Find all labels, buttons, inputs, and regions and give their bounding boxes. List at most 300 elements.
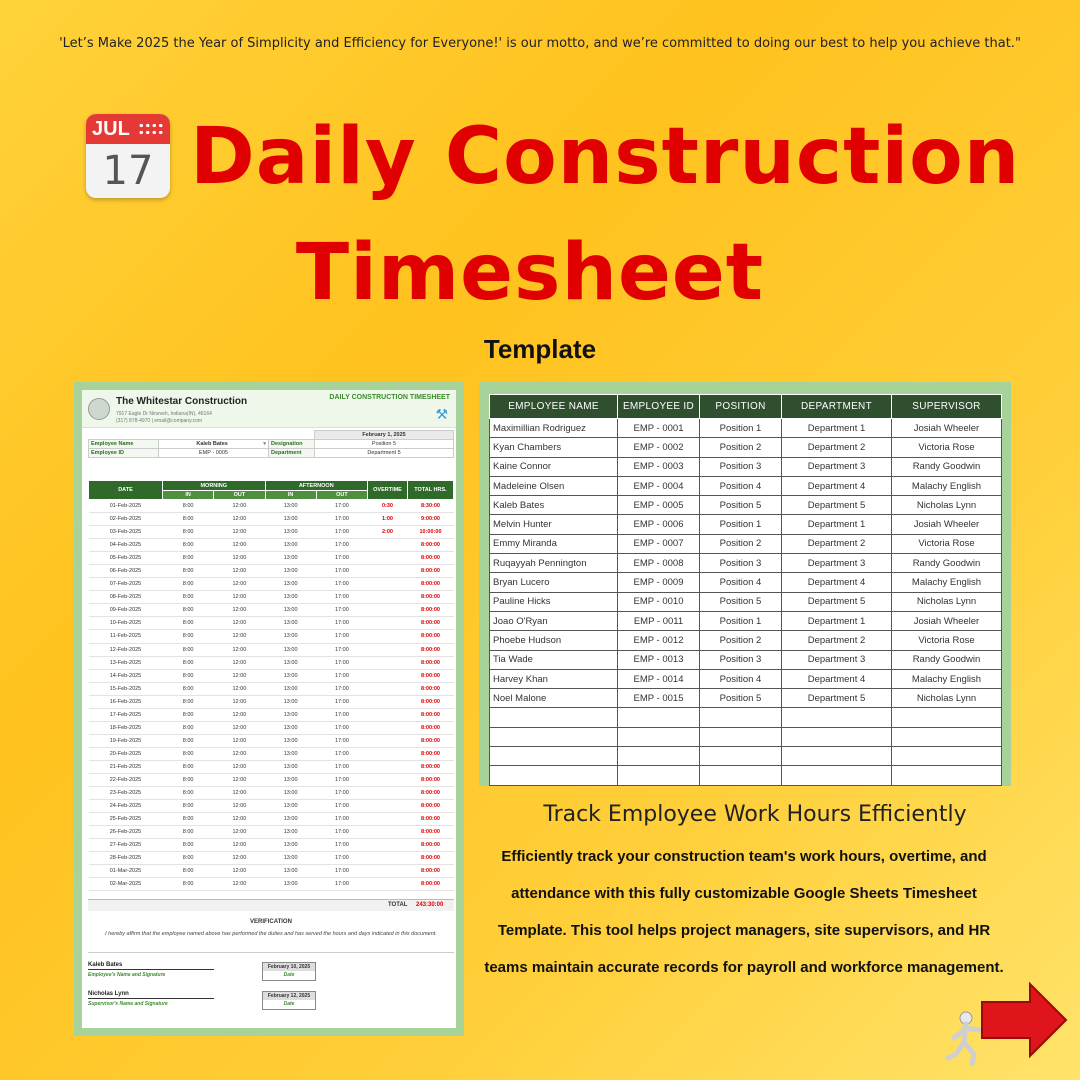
employee-name-select[interactable] xyxy=(159,440,269,449)
employee-cell[interactable]: Department 4 xyxy=(782,669,892,688)
cell-afternoon-in[interactable]: 13:00 xyxy=(265,526,316,539)
cell-date[interactable]: 08-Feb-2025 xyxy=(89,591,163,604)
cell-total-hours[interactable]: 8:00:00 xyxy=(408,539,454,552)
cell-morning-in[interactable]: 8:00 xyxy=(163,682,214,695)
cell-total-hours[interactable]: 8:00:00 xyxy=(408,878,454,891)
employee-cell[interactable] xyxy=(782,766,892,785)
cell-date[interactable]: 23-Feb-2025 xyxy=(89,787,163,800)
employee-cell[interactable]: Department 2 xyxy=(782,631,892,650)
employee-cell[interactable]: Position 5 xyxy=(700,496,782,515)
cell-afternoon-in[interactable]: 13:00 xyxy=(265,656,316,669)
cell-total-hours[interactable]: 8:00:00 xyxy=(408,721,454,734)
cell-morning-in[interactable]: 8:00 xyxy=(163,852,214,865)
cell-date[interactable]: 12-Feb-2025 xyxy=(89,643,163,656)
cell-overtime[interactable] xyxy=(368,708,408,721)
employee-cell[interactable]: Malachy English xyxy=(892,669,1002,688)
cell-afternoon-out[interactable]: 17:00 xyxy=(316,852,367,865)
employee-cell[interactable]: EMP - 0008 xyxy=(618,554,700,573)
cell-afternoon-out[interactable]: 17:00 xyxy=(316,839,367,852)
cell-morning-out[interactable]: 12:00 xyxy=(214,734,265,747)
cell-morning-out[interactable]: 12:00 xyxy=(214,787,265,800)
cell-total-hours[interactable]: 8:00:00 xyxy=(408,552,454,565)
cell-total-hours[interactable]: 8:00:00 xyxy=(408,604,454,617)
cell-morning-in[interactable]: 8:00 xyxy=(163,708,214,721)
cell-date[interactable]: 28-Feb-2025 xyxy=(89,852,163,865)
cell-morning-out[interactable]: 12:00 xyxy=(214,800,265,813)
employee-cell[interactable]: EMP - 0003 xyxy=(618,457,700,476)
cell-total-hours[interactable]: 8:00:00 xyxy=(408,773,454,786)
employee-cell[interactable]: Ruqayyah Pennington xyxy=(490,554,618,573)
cell-morning-in[interactable]: 8:00 xyxy=(163,656,214,669)
cell-afternoon-in[interactable]: 13:00 xyxy=(265,591,316,604)
cell-morning-in[interactable]: 8:00 xyxy=(163,721,214,734)
employee-cell[interactable]: Department 3 xyxy=(782,650,892,669)
cell-date[interactable]: 22-Feb-2025 xyxy=(89,773,163,786)
cell-date[interactable]: 09-Feb-2025 xyxy=(89,604,163,617)
employee-cell[interactable]: Maximillian Rodriguez xyxy=(490,419,618,438)
cell-afternoon-in[interactable]: 13:00 xyxy=(265,721,316,734)
cell-total-hours[interactable]: 8:00:00 xyxy=(408,747,454,760)
cell-morning-out[interactable]: 12:00 xyxy=(214,852,265,865)
employee-cell[interactable]: Victoria Rose xyxy=(892,534,1002,553)
employee-cell[interactable] xyxy=(700,766,782,785)
cell-morning-in[interactable]: 8:00 xyxy=(163,578,214,591)
employee-cell[interactable]: EMP - 0010 xyxy=(618,592,700,611)
cell-afternoon-out[interactable]: 17:00 xyxy=(316,682,367,695)
cell-morning-in[interactable]: 8:00 xyxy=(163,826,214,839)
cell-morning-in[interactable]: 8:00 xyxy=(163,695,214,708)
cell-afternoon-in[interactable]: 13:00 xyxy=(265,513,316,526)
employee-cell[interactable] xyxy=(490,747,618,766)
cell-afternoon-out[interactable]: 17:00 xyxy=(316,591,367,604)
cell-total-hours[interactable]: 8:30:00 xyxy=(408,500,454,513)
cell-overtime[interactable] xyxy=(368,630,408,643)
employee-cell[interactable]: Position 1 xyxy=(700,419,782,438)
cell-overtime[interactable] xyxy=(368,787,408,800)
employee-cell[interactable]: Department 1 xyxy=(782,515,892,534)
cell-afternoon-out[interactable]: 17:00 xyxy=(316,721,367,734)
cell-afternoon-out[interactable]: 17:00 xyxy=(316,526,367,539)
employee-cell[interactable]: Kyan Chambers xyxy=(490,438,618,457)
cell-total-hours[interactable]: 8:00:00 xyxy=(408,839,454,852)
employee-cell[interactable]: Madeleine Olsen xyxy=(490,476,618,495)
cell-morning-out[interactable]: 12:00 xyxy=(214,591,265,604)
employee-cell[interactable]: Department 1 xyxy=(782,611,892,630)
employee-cell[interactable]: Position 2 xyxy=(700,438,782,457)
cell-afternoon-out[interactable]: 17:00 xyxy=(316,630,367,643)
cell-afternoon-out[interactable]: 17:00 xyxy=(316,813,367,826)
cell-morning-in[interactable]: 8:00 xyxy=(163,669,214,682)
cell-overtime[interactable] xyxy=(368,695,408,708)
employee-cell[interactable]: Position 3 xyxy=(700,457,782,476)
cell-morning-in[interactable]: 8:00 xyxy=(163,630,214,643)
cell-date[interactable]: 05-Feb-2025 xyxy=(89,552,163,565)
cell-total-hours[interactable]: 8:00:00 xyxy=(408,787,454,800)
cell-overtime[interactable]: 1:00 xyxy=(368,513,408,526)
cell-morning-out[interactable]: 12:00 xyxy=(214,500,265,513)
cell-date[interactable]: 16-Feb-2025 xyxy=(89,695,163,708)
employee-cell[interactable]: Department 5 xyxy=(782,689,892,708)
cell-morning-in[interactable]: 8:00 xyxy=(163,552,214,565)
cell-afternoon-out[interactable]: 17:00 xyxy=(316,669,367,682)
employee-cell[interactable] xyxy=(892,766,1002,785)
cell-overtime[interactable] xyxy=(368,656,408,669)
cell-date[interactable]: 04-Feb-2025 xyxy=(89,539,163,552)
employee-cell[interactable]: Randy Goodwin xyxy=(892,457,1002,476)
cell-afternoon-out[interactable]: 17:00 xyxy=(316,513,367,526)
cell-date[interactable]: 03-Feb-2025 xyxy=(89,526,163,539)
employee-cell[interactable]: Joao O'Ryan xyxy=(490,611,618,630)
employee-cell[interactable]: Nicholas Lynn xyxy=(892,592,1002,611)
cell-date[interactable]: 27-Feb-2025 xyxy=(89,839,163,852)
cell-morning-out[interactable]: 12:00 xyxy=(214,839,265,852)
cell-total-hours[interactable]: 8:00:00 xyxy=(408,760,454,773)
cell-morning-in[interactable]: 8:00 xyxy=(163,773,214,786)
employee-cell[interactable] xyxy=(618,708,700,727)
employee-cell[interactable]: Pauline Hicks xyxy=(490,592,618,611)
employee-cell[interactable]: Position 4 xyxy=(700,476,782,495)
cell-afternoon-in[interactable]: 13:00 xyxy=(265,852,316,865)
employee-cell[interactable] xyxy=(618,766,700,785)
employee-cell[interactable] xyxy=(782,747,892,766)
cell-afternoon-in[interactable]: 13:00 xyxy=(265,552,316,565)
cell-morning-out[interactable]: 12:00 xyxy=(214,656,265,669)
employee-cell[interactable]: EMP - 0012 xyxy=(618,631,700,650)
employee-cell[interactable] xyxy=(700,747,782,766)
employee-cell[interactable]: Position 2 xyxy=(700,534,782,553)
employee-cell[interactable]: Position 1 xyxy=(700,515,782,534)
employee-cell[interactable] xyxy=(892,747,1002,766)
cell-morning-in[interactable]: 8:00 xyxy=(163,839,214,852)
cell-morning-out[interactable]: 12:00 xyxy=(214,695,265,708)
employee-cell[interactable]: Malachy English xyxy=(892,573,1002,592)
employee-cell[interactable]: EMP - 0002 xyxy=(618,438,700,457)
cell-total-hours[interactable]: 8:00:00 xyxy=(408,708,454,721)
employee-cell[interactable]: Josiah Wheeler xyxy=(892,419,1002,438)
employee-cell[interactable]: Kaine Connor xyxy=(490,457,618,476)
cell-total-hours[interactable]: 8:00:00 xyxy=(408,852,454,865)
cell-date[interactable]: 10-Feb-2025 xyxy=(89,617,163,630)
employee-cell[interactable]: Randy Goodwin xyxy=(892,554,1002,573)
cell-date[interactable]: 02-Feb-2025 xyxy=(89,513,163,526)
cell-afternoon-out[interactable]: 17:00 xyxy=(316,604,367,617)
cell-afternoon-out[interactable]: 17:00 xyxy=(316,826,367,839)
cell-afternoon-out[interactable]: 17:00 xyxy=(316,552,367,565)
employee-cell[interactable]: Noel Malone xyxy=(490,689,618,708)
cell-morning-out[interactable]: 12:00 xyxy=(214,630,265,643)
employee-cell[interactable]: Position 3 xyxy=(700,554,782,573)
employee-cell[interactable] xyxy=(782,727,892,746)
cell-afternoon-in[interactable]: 13:00 xyxy=(265,826,316,839)
cell-afternoon-in[interactable]: 13:00 xyxy=(265,800,316,813)
employee-cell[interactable]: Victoria Rose xyxy=(892,631,1002,650)
cell-afternoon-out[interactable]: 17:00 xyxy=(316,565,367,578)
employee-cell[interactable]: Department 4 xyxy=(782,476,892,495)
cell-morning-out[interactable]: 12:00 xyxy=(214,826,265,839)
cell-afternoon-in[interactable]: 13:00 xyxy=(265,682,316,695)
employee-cell[interactable]: Josiah Wheeler xyxy=(892,515,1002,534)
cell-overtime[interactable] xyxy=(368,617,408,630)
cell-overtime[interactable] xyxy=(368,839,408,852)
employee-cell[interactable]: Josiah Wheeler xyxy=(892,611,1002,630)
cell-morning-out[interactable]: 12:00 xyxy=(214,539,265,552)
cell-afternoon-out[interactable]: 17:00 xyxy=(316,800,367,813)
cell-morning-out[interactable]: 12:00 xyxy=(214,578,265,591)
cell-afternoon-out[interactable]: 17:00 xyxy=(316,539,367,552)
employee-cell[interactable] xyxy=(700,708,782,727)
employee-cell[interactable]: Malachy English xyxy=(892,476,1002,495)
employee-cell[interactable] xyxy=(618,727,700,746)
employee-cell[interactable]: Position 5 xyxy=(700,592,782,611)
cell-morning-in[interactable]: 8:00 xyxy=(163,800,214,813)
cell-overtime[interactable]: 2:00 xyxy=(368,526,408,539)
cell-afternoon-in[interactable]: 13:00 xyxy=(265,565,316,578)
cell-morning-out[interactable]: 12:00 xyxy=(214,760,265,773)
employee-cell[interactable]: EMP - 0013 xyxy=(618,650,700,669)
cell-date[interactable]: 17-Feb-2025 xyxy=(89,708,163,721)
employee-cell[interactable]: EMP - 0004 xyxy=(618,476,700,495)
cell-overtime[interactable] xyxy=(368,604,408,617)
cell-total-hours[interactable]: 8:00:00 xyxy=(408,578,454,591)
cell-morning-out[interactable]: 12:00 xyxy=(214,565,265,578)
employee-cell[interactable]: Victoria Rose xyxy=(892,438,1002,457)
cell-overtime[interactable] xyxy=(368,813,408,826)
cell-afternoon-in[interactable]: 13:00 xyxy=(265,708,316,721)
cell-date[interactable]: 19-Feb-2025 xyxy=(89,734,163,747)
employee-cell[interactable]: Bryan Lucero xyxy=(490,573,618,592)
cell-morning-in[interactable]: 8:00 xyxy=(163,734,214,747)
cell-overtime[interactable] xyxy=(368,826,408,839)
employee-cell[interactable]: Tia Wade xyxy=(490,650,618,669)
cell-total-hours[interactable]: 8:00:00 xyxy=(408,682,454,695)
cell-overtime[interactable] xyxy=(368,565,408,578)
cell-overtime[interactable] xyxy=(368,773,408,786)
cell-afternoon-in[interactable]: 13:00 xyxy=(265,787,316,800)
employee-cell[interactable]: Kaleb Bates xyxy=(490,496,618,515)
employee-cell[interactable]: Melvin Hunter xyxy=(490,515,618,534)
cell-afternoon-in[interactable]: 13:00 xyxy=(265,643,316,656)
cell-date[interactable]: 14-Feb-2025 xyxy=(89,669,163,682)
employee-cell[interactable]: EMP - 0001 xyxy=(618,419,700,438)
employee-cell[interactable]: Department 2 xyxy=(782,438,892,457)
cell-afternoon-out[interactable]: 17:00 xyxy=(316,708,367,721)
cell-date[interactable]: 01-Mar-2025 xyxy=(89,865,163,878)
employee-cell[interactable] xyxy=(618,747,700,766)
employee-cell[interactable] xyxy=(490,708,618,727)
cell-morning-in[interactable]: 8:00 xyxy=(163,617,214,630)
cell-overtime[interactable]: 0:30 xyxy=(368,500,408,513)
cell-total-hours[interactable]: 8:00:00 xyxy=(408,565,454,578)
employee-cell[interactable]: Nicholas Lynn xyxy=(892,689,1002,708)
cell-morning-out[interactable]: 12:00 xyxy=(214,513,265,526)
employee-cell[interactable]: EMP - 0006 xyxy=(618,515,700,534)
employee-cell[interactable]: EMP - 0009 xyxy=(618,573,700,592)
employee-cell[interactable]: Department 3 xyxy=(782,457,892,476)
employee-cell[interactable]: Position 2 xyxy=(700,631,782,650)
cell-morning-in[interactable]: 8:00 xyxy=(163,591,214,604)
cell-afternoon-in[interactable]: 13:00 xyxy=(265,578,316,591)
cell-overtime[interactable] xyxy=(368,643,408,656)
cell-morning-out[interactable]: 12:00 xyxy=(214,773,265,786)
employee-cell[interactable]: Department 5 xyxy=(782,496,892,515)
cell-afternoon-out[interactable]: 17:00 xyxy=(316,656,367,669)
employee-cell[interactable] xyxy=(490,727,618,746)
cell-morning-in[interactable]: 8:00 xyxy=(163,513,214,526)
cell-morning-out[interactable]: 12:00 xyxy=(214,604,265,617)
cell-morning-in[interactable]: 8:00 xyxy=(163,787,214,800)
cell-date[interactable]: 24-Feb-2025 xyxy=(89,800,163,813)
cell-morning-out[interactable]: 12:00 xyxy=(214,643,265,656)
employee-cell[interactable] xyxy=(490,766,618,785)
employee-cell[interactable]: Phoebe Hudson xyxy=(490,631,618,650)
cell-overtime[interactable] xyxy=(368,747,408,760)
cell-date[interactable]: 07-Feb-2025 xyxy=(89,578,163,591)
cell-afternoon-in[interactable]: 13:00 xyxy=(265,773,316,786)
cell-total-hours[interactable]: 8:00:00 xyxy=(408,826,454,839)
cell-morning-out[interactable]: 12:00 xyxy=(214,708,265,721)
cell-afternoon-out[interactable]: 17:00 xyxy=(316,500,367,513)
employee-cell[interactable]: Position 3 xyxy=(700,650,782,669)
cell-morning-out[interactable]: 12:00 xyxy=(214,865,265,878)
cell-morning-in[interactable]: 8:00 xyxy=(163,865,214,878)
cell-total-hours[interactable]: 8:00:00 xyxy=(408,643,454,656)
cell-overtime[interactable] xyxy=(368,865,408,878)
employee-cell[interactable]: EMP - 0005 xyxy=(618,496,700,515)
cell-overtime[interactable] xyxy=(368,669,408,682)
cell-date[interactable]: 13-Feb-2025 xyxy=(89,656,163,669)
cell-afternoon-in[interactable]: 13:00 xyxy=(265,630,316,643)
cell-afternoon-in[interactable]: 13:00 xyxy=(265,695,316,708)
cell-afternoon-out[interactable]: 17:00 xyxy=(316,734,367,747)
cell-afternoon-in[interactable]: 13:00 xyxy=(265,865,316,878)
cell-total-hours[interactable]: 8:00:00 xyxy=(408,669,454,682)
cell-morning-out[interactable]: 12:00 xyxy=(214,669,265,682)
cell-total-hours[interactable]: 8:00:00 xyxy=(408,591,454,604)
cell-afternoon-out[interactable]: 17:00 xyxy=(316,617,367,630)
employee-cell[interactable]: Nicholas Lynn xyxy=(892,496,1002,515)
cell-date[interactable]: 06-Feb-2025 xyxy=(89,565,163,578)
employee-cell[interactable]: EMP - 0015 xyxy=(618,689,700,708)
cell-afternoon-in[interactable]: 13:00 xyxy=(265,669,316,682)
employee-cell[interactable]: Position 5 xyxy=(700,689,782,708)
cell-morning-in[interactable]: 8:00 xyxy=(163,526,214,539)
cell-morning-in[interactable]: 8:00 xyxy=(163,539,214,552)
cell-date[interactable]: 21-Feb-2025 xyxy=(89,760,163,773)
cell-date[interactable]: 02-Mar-2025 xyxy=(89,878,163,891)
cell-morning-in[interactable]: 8:00 xyxy=(163,747,214,760)
cell-total-hours[interactable]: 8:00:00 xyxy=(408,734,454,747)
cell-afternoon-in[interactable]: 13:00 xyxy=(265,813,316,826)
cell-date[interactable]: 11-Feb-2025 xyxy=(89,630,163,643)
cell-afternoon-in[interactable]: 13:00 xyxy=(265,500,316,513)
cell-date[interactable]: 26-Feb-2025 xyxy=(89,826,163,839)
cell-overtime[interactable] xyxy=(368,878,408,891)
cell-morning-in[interactable]: 8:00 xyxy=(163,565,214,578)
cell-morning-out[interactable]: 12:00 xyxy=(214,682,265,695)
employee-cell[interactable]: Department 1 xyxy=(782,419,892,438)
cell-total-hours[interactable]: 8:00:00 xyxy=(408,865,454,878)
cell-afternoon-in[interactable]: 13:00 xyxy=(265,617,316,630)
cell-morning-in[interactable]: 8:00 xyxy=(163,878,214,891)
employee-cell[interactable] xyxy=(892,727,1002,746)
employee-cell[interactable]: EMP - 0014 xyxy=(618,669,700,688)
employee-cell[interactable]: Harvey Khan xyxy=(490,669,618,688)
cell-overtime[interactable] xyxy=(368,552,408,565)
cell-morning-out[interactable]: 12:00 xyxy=(214,617,265,630)
cell-afternoon-in[interactable]: 13:00 xyxy=(265,604,316,617)
employee-cell[interactable]: Department 5 xyxy=(782,592,892,611)
employee-cell[interactable]: Position 4 xyxy=(700,573,782,592)
cell-overtime[interactable] xyxy=(368,760,408,773)
employee-cell[interactable]: Emmy Miranda xyxy=(490,534,618,553)
cell-total-hours[interactable]: 8:00:00 xyxy=(408,695,454,708)
cell-overtime[interactable] xyxy=(368,578,408,591)
employee-cell[interactable]: Position 4 xyxy=(700,669,782,688)
employee-cell[interactable]: EMP - 0011 xyxy=(618,611,700,630)
cell-date[interactable]: 25-Feb-2025 xyxy=(89,813,163,826)
cell-afternoon-out[interactable]: 17:00 xyxy=(316,773,367,786)
cell-total-hours[interactable]: 8:00:00 xyxy=(408,813,454,826)
employee-cell[interactable] xyxy=(782,708,892,727)
cell-date[interactable]: 20-Feb-2025 xyxy=(89,747,163,760)
employee-cell[interactable]: EMP - 0007 xyxy=(618,534,700,553)
cell-afternoon-in[interactable]: 13:00 xyxy=(265,734,316,747)
cell-afternoon-in[interactable]: 13:00 xyxy=(265,747,316,760)
cell-afternoon-in[interactable]: 13:00 xyxy=(265,760,316,773)
employee-cell[interactable]: Randy Goodwin xyxy=(892,650,1002,669)
cell-total-hours[interactable]: 8:00:00 xyxy=(408,800,454,813)
employee-cell[interactable] xyxy=(892,708,1002,727)
cell-morning-in[interactable]: 8:00 xyxy=(163,643,214,656)
cell-afternoon-out[interactable]: 17:00 xyxy=(316,578,367,591)
cell-afternoon-out[interactable]: 17:00 xyxy=(316,878,367,891)
cell-total-hours[interactable]: 9:00:00 xyxy=(408,513,454,526)
cell-afternoon-out[interactable]: 17:00 xyxy=(316,760,367,773)
cell-morning-in[interactable]: 8:00 xyxy=(163,760,214,773)
cell-morning-in[interactable]: 8:00 xyxy=(163,813,214,826)
cell-afternoon-in[interactable]: 13:00 xyxy=(265,878,316,891)
cell-total-hours[interactable]: 8:00:00 xyxy=(408,617,454,630)
cell-overtime[interactable] xyxy=(368,800,408,813)
cell-date[interactable]: 01-Feb-2025 xyxy=(89,500,163,513)
cell-overtime[interactable] xyxy=(368,682,408,695)
cell-morning-in[interactable]: 8:00 xyxy=(163,604,214,617)
cell-morning-out[interactable]: 12:00 xyxy=(214,526,265,539)
cell-date[interactable]: 15-Feb-2025 xyxy=(89,682,163,695)
employee-cell[interactable]: Department 4 xyxy=(782,573,892,592)
cell-overtime[interactable] xyxy=(368,721,408,734)
cell-total-hours[interactable]: 8:00:00 xyxy=(408,630,454,643)
employee-cell[interactable]: Position 1 xyxy=(700,611,782,630)
cell-overtime[interactable] xyxy=(368,734,408,747)
cell-morning-out[interactable]: 12:00 xyxy=(214,721,265,734)
cell-overtime[interactable] xyxy=(368,539,408,552)
cell-total-hours[interactable]: 8:00:00 xyxy=(408,656,454,669)
cell-afternoon-out[interactable]: 17:00 xyxy=(316,787,367,800)
cell-afternoon-in[interactable]: 13:00 xyxy=(265,539,316,552)
cell-morning-out[interactable]: 12:00 xyxy=(214,747,265,760)
cell-morning-out[interactable]: 12:00 xyxy=(214,878,265,891)
cell-afternoon-out[interactable]: 17:00 xyxy=(316,865,367,878)
cell-overtime[interactable] xyxy=(368,852,408,865)
cell-morning-out[interactable]: 12:00 xyxy=(214,813,265,826)
cell-afternoon-out[interactable]: 17:00 xyxy=(316,747,367,760)
cell-date[interactable]: 18-Feb-2025 xyxy=(89,721,163,734)
employee-cell[interactable] xyxy=(700,727,782,746)
cell-overtime[interactable] xyxy=(368,591,408,604)
cell-total-hours[interactable]: 10:00:00 xyxy=(408,526,454,539)
cell-afternoon-in[interactable]: 13:00 xyxy=(265,839,316,852)
